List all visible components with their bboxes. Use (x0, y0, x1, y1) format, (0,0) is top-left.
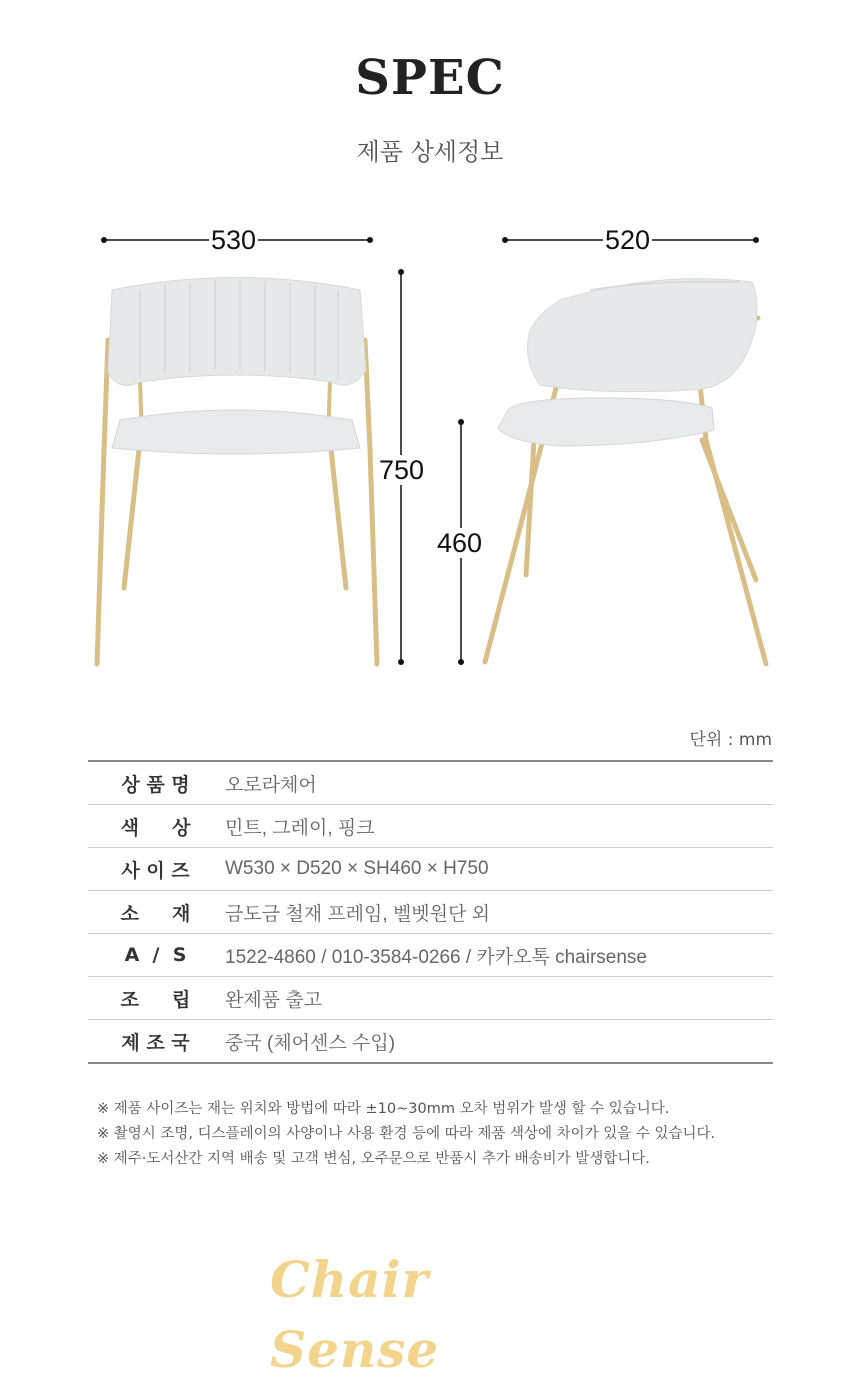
width-dimension-endpoint (101, 237, 107, 243)
notes-list (97, 1097, 715, 1172)
table-row (88, 761, 773, 805)
spec-value: 금도금 철재 프레임, 벨벳원단 외 (223, 891, 773, 934)
side-chair-illustration (485, 279, 766, 664)
spec-value: 민트, 그레이, 핑크 (223, 805, 773, 848)
spec-value: 1522-4860 / 010-3584-0266 / 카카오톡 chairsense (223, 934, 773, 977)
seat-height-dimension-value: 460 (437, 528, 483, 558)
height-dimension-endpoint (398, 269, 404, 275)
table-row (88, 805, 773, 848)
height-dimension-value: 750 (379, 455, 425, 485)
note-item: ※ 제주·도서산간 지역 배송 및 고객 변심, 오주문으로 반품시 추가 배송비가 발생합니다. (97, 1151, 650, 1167)
depth-dimension-endpoint (502, 237, 508, 243)
depth-dimension-value: 520 (605, 225, 651, 255)
table-row (88, 891, 773, 934)
width-dimension-endpoint (367, 237, 373, 243)
note-item: ※ 제품 사이즈는 재는 위치와 방법에 따라 ±10~30mm 오차 범위가 발생 할 수 있습니다. (97, 1101, 670, 1117)
page-title: SPEC (355, 50, 505, 106)
height-dimension-endpoint (398, 659, 404, 665)
spec-table (88, 760, 773, 1064)
brand-logo: Chair Sense (270, 1250, 440, 1379)
page-subtitle: 제품 상세정보 (356, 138, 504, 166)
spec-value: 오로라체어 (223, 761, 773, 805)
front-chair-illustration (97, 278, 377, 665)
table-row (88, 848, 773, 891)
spec-label: 소 재 (88, 891, 223, 934)
seat-height-dimension-endpoint (458, 419, 464, 425)
spec-label: 조 립 (88, 977, 223, 1020)
spec-label: 제 조 국 (121, 1031, 190, 1054)
spec-value: 완제품 출고 (223, 977, 773, 1020)
unit-label: 단위 : mm (689, 730, 772, 750)
spec-label: 상 품 명 (88, 761, 223, 805)
note-item: ※ 촬영시 조명, 디스플레이의 사양이나 사용 환경 등에 따라 제품 색상에 차이가 있을 수 있습니다. (97, 1126, 716, 1142)
table-row (88, 934, 773, 977)
seat-height-dimension-endpoint (458, 659, 464, 665)
table-row (88, 1020, 773, 1064)
table-row (88, 977, 773, 1020)
width-dimension-value: 530 (211, 225, 257, 255)
spec-label: 색 상 (88, 805, 223, 848)
spec-label: A / S (88, 934, 223, 977)
spec-value: 중국 (체어센스 수입) (225, 1032, 396, 1054)
depth-dimension-endpoint (753, 237, 759, 243)
spec-value: W530 × D520 × SH460 × H750 (223, 848, 773, 891)
spec-label: 사 이 즈 (88, 848, 223, 891)
